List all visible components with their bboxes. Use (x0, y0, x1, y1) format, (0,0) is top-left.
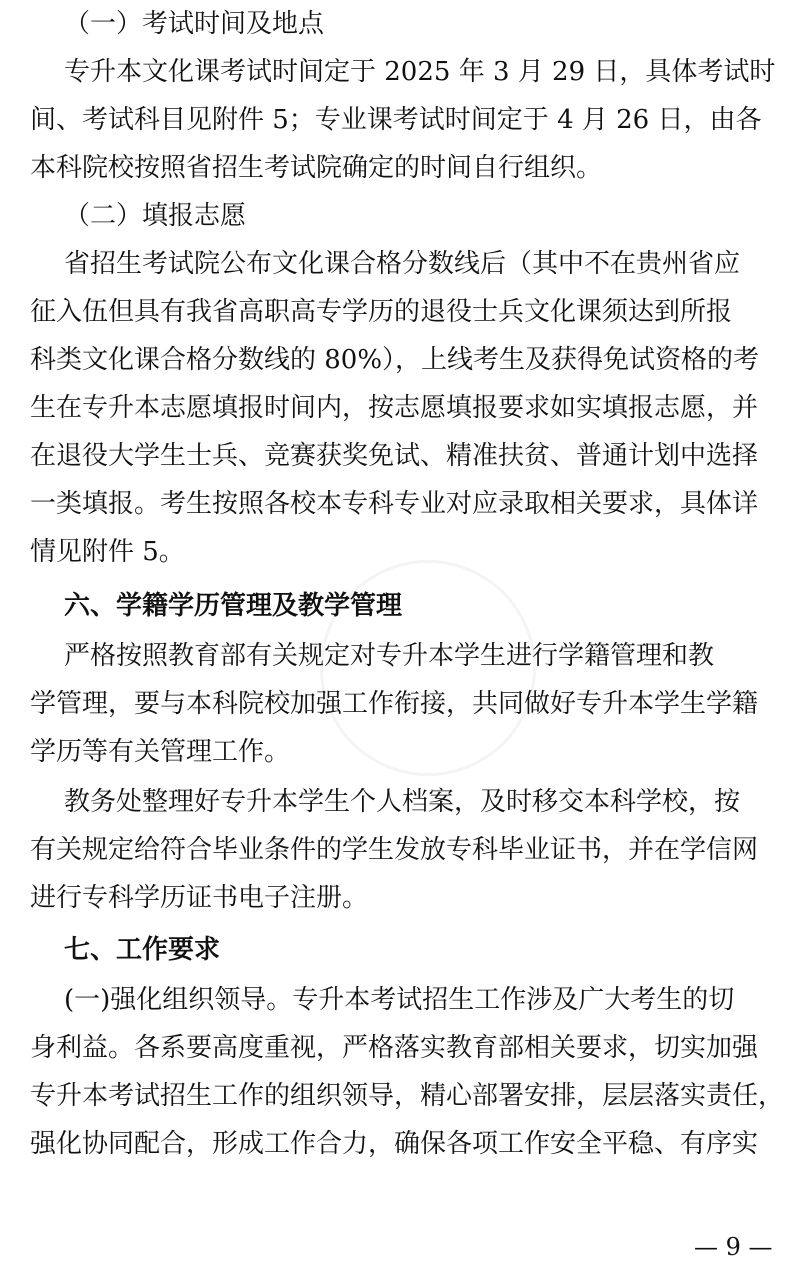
paragraph-line: 间、考试科目见附件 5；专业课考试时间定于 4 月 26 日，由各 (30, 105, 762, 135)
paragraph-line: 有关规定给符合毕业条件的学生发放专科毕业证书，并在学信网 (30, 835, 759, 865)
paragraph-line: 省招生考试院公布文化课合格分数线后（其中不在贵州省应 (64, 249, 741, 279)
paragraph-line: 生在专升本志愿填报时间内，按志愿填报要求如实填报志愿，并 (30, 393, 759, 423)
section-heading-work-requirements: 七、工作要求 (64, 935, 221, 965)
paragraph-line: 教务处整理好专升本学生个人档案，及时移交本科学校，按 (64, 787, 741, 817)
paragraph-line: 学历等有关管理工作。 (30, 737, 291, 767)
paragraph-line: 本科院校按照省招生考试院确定的时间自行组织。 (30, 153, 603, 183)
paragraph-line: 学管理，要与本科院校加强工作衔接，共同做好专升本学生学籍 (30, 689, 759, 719)
paragraph-line: 在退役大学生士兵、竞赛获奖免试、精准扶贫、普通计划中选择 (30, 441, 759, 471)
section-heading-student-status: 六、学籍学历管理及教学管理 (64, 591, 403, 621)
paragraph-line: 科类文化课合格分数线的 80%），上线考生及获得免试资格的考 (30, 345, 760, 375)
paragraph-line: 进行专科学历证书电子注册。 (30, 883, 369, 913)
paragraph-line: 一类填报。考生按照各校本专科专业对应录取相关要求，具体详 (30, 489, 759, 519)
paragraph-line: 专升本考试招生工作的组织领导，精心部署安排，层层落实责任， (30, 1081, 785, 1111)
paragraph-line: 身利益。各系要高度重视，严格落实教育部相关要求，切实加强 (30, 1033, 759, 1063)
page-number: — 9 — (694, 1233, 773, 1261)
paragraph-line: 征入伍但具有我省高职高专学历的退役士兵文化课须达到所报 (30, 297, 733, 327)
subheading-fill-application: （二）填报志愿 (64, 201, 247, 231)
paragraph-line: 专升本文化课考试时间定于 2025 年 3 月 29 日，具体考试时 (64, 57, 776, 87)
paragraph-line: 情见附件 5。 (30, 537, 185, 567)
subheading-exam-time-place: （一）考试时间及地点 (64, 9, 325, 39)
paragraph-line: 强化协同配合，形成工作合力，确保各项工作安全平稳、有序实 (30, 1129, 759, 1159)
paragraph-line: 严格按照教育部有关规定对专升本学生进行学籍管理和教 (64, 641, 715, 671)
paragraph-line: (一)强化组织领导。专升本考试招生工作涉及广大考生的切 (64, 985, 735, 1015)
